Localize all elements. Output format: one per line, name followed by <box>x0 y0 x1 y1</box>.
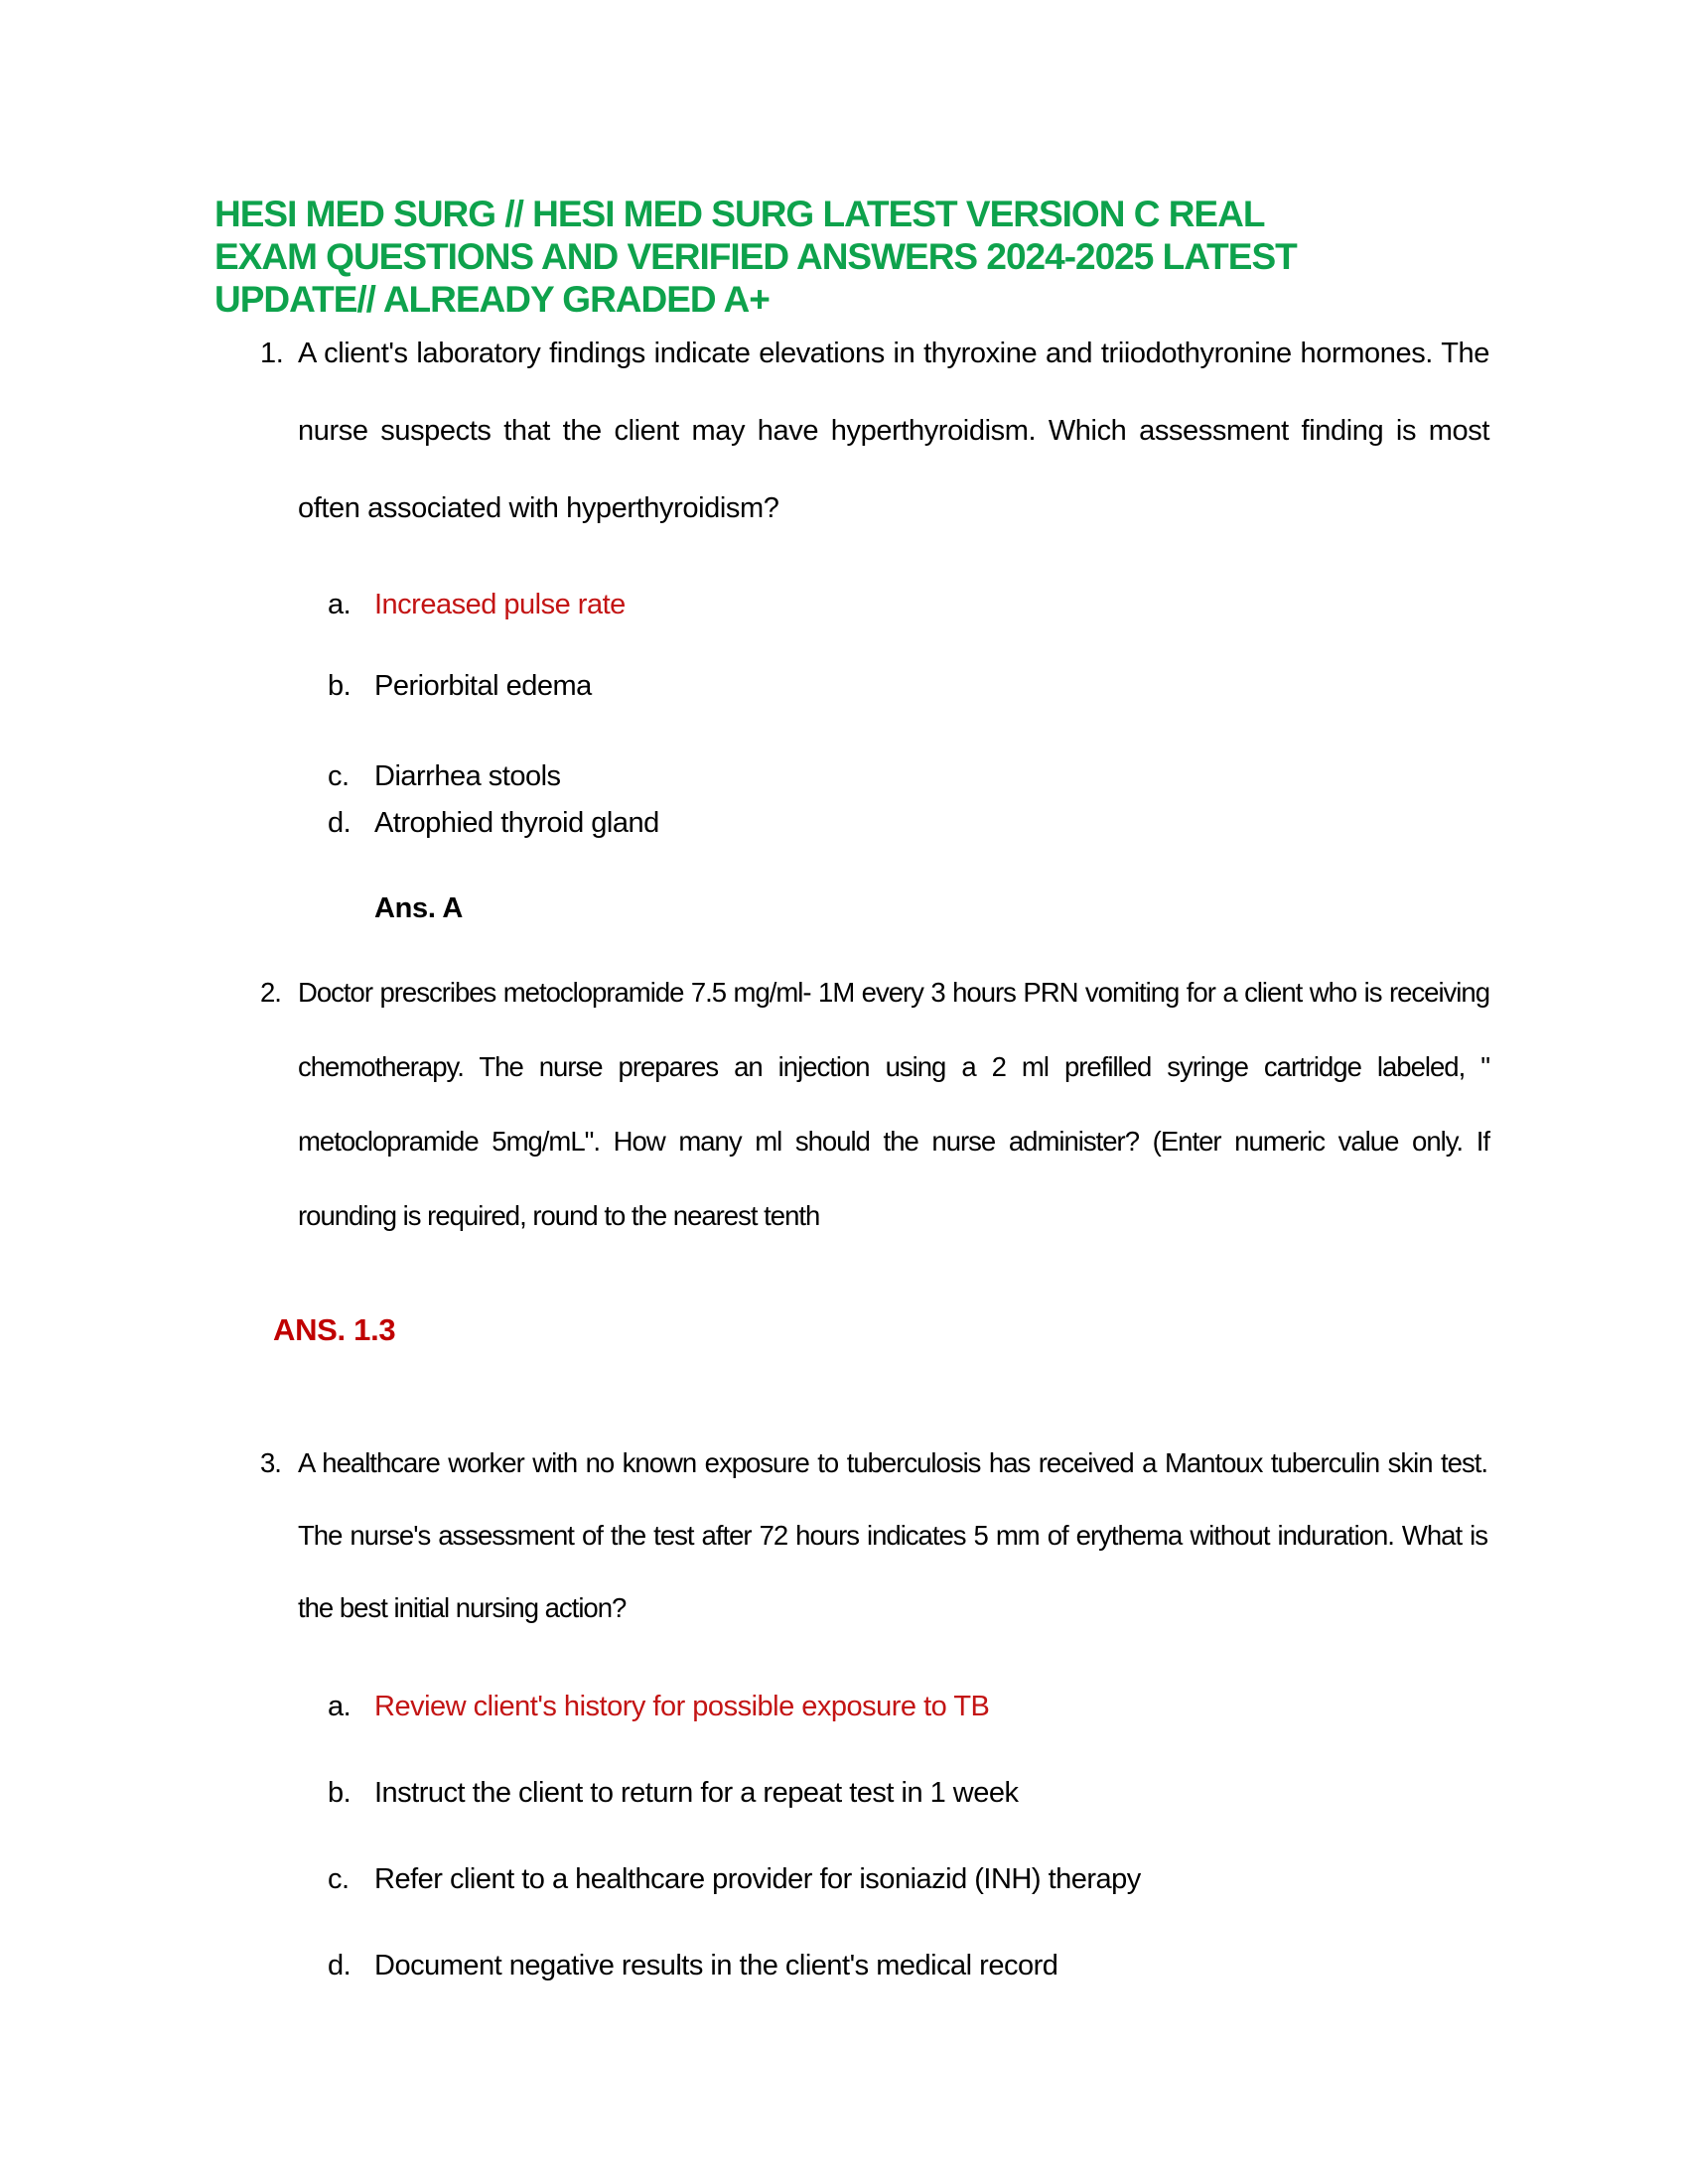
question-2-answer: ANS. 1.3 <box>273 1312 396 1347</box>
option-text: Review client's history for possible exposure to TB <box>374 1691 990 1722</box>
document-title <box>214 193 1297 321</box>
question-3-text: A healthcare worker with no known exposure to tuberculosis has received a Mantoux tuberculin skin test. The nurse's assessment of the test after 72 hours indicates 5 mm of erythema without induration. What is the best initial nursing action? <box>298 1447 1487 1623</box>
question-1-number: 1. <box>260 338 284 369</box>
question-1-option-d <box>328 807 659 840</box>
option-text: Atrophied thyroid gland <box>374 807 659 839</box>
question-1-text: A client's laboratory findings indicate elevations in thyroxine and triiodothyronine hormones. The nurse suspects that the client may have hyperthyroidism. Which assessment finding is most often associated with hyperthyroidism? <box>298 338 1489 524</box>
question-1-option-c <box>328 760 561 793</box>
option-text: Diarrhea stools <box>374 760 561 792</box>
option-text: Refer client to a healthcare provider for isoniazid (INH) therapy <box>374 1863 1141 1895</box>
option-text: Document negative results in the client's medical record <box>374 1950 1058 1981</box>
question-2-text: Doctor prescribes metoclopramide 7.5 mg/ml- 1M every 3 hours PRN vomiting for a client who is receiving chemotherapy. The nurse prepares an injection using a 2 ml prefilled syringe cartridge labeled, " metoclopramide 5mg/mL". How many ml should the nurse administer? (Enter numeric value only. If rounding is required, round to the nearest tenth <box>298 977 1489 1231</box>
option-letter: c. <box>328 1863 350 1895</box>
document-title-line-3: UPDATE// ALREADY GRADED A+ <box>214 279 770 320</box>
question-2 <box>260 955 1489 1253</box>
question-3-option-a <box>328 1691 989 1723</box>
question-2-number: 2. <box>260 977 281 1008</box>
question-1 <box>260 315 1489 547</box>
question-3-option-b <box>328 1777 1019 1810</box>
option-letter: b. <box>328 670 352 702</box>
option-letter: d. <box>328 1950 352 1981</box>
option-letter: c. <box>328 760 350 792</box>
option-text: Increased pulse rate <box>374 589 626 620</box>
option-letter: a. <box>328 589 352 620</box>
question-1-answer: Ans. A <box>374 892 463 924</box>
option-text: Periorbital edema <box>374 670 592 702</box>
option-text: Instruct the client to return for a repeat test in 1 week <box>374 1777 1019 1809</box>
question-3-option-d <box>328 1950 1057 1982</box>
question-3-number: 3. <box>260 1447 281 1478</box>
question-3-option-c <box>328 1863 1141 1896</box>
question-1-option-a <box>328 589 626 621</box>
question-3 <box>260 1427 1487 1644</box>
document-title-line-2: EXAM QUESTIONS AND VERIFIED ANSWERS 2024-2025 LATEST <box>214 236 1297 277</box>
question-1-option-b <box>328 670 592 703</box>
document-title-line-1: HESI MED SURG // HESI MED SURG LATEST VERSION C REAL <box>214 194 1265 234</box>
option-letter: a. <box>328 1691 352 1722</box>
option-letter: b. <box>328 1777 352 1809</box>
option-letter: d. <box>328 807 352 839</box>
